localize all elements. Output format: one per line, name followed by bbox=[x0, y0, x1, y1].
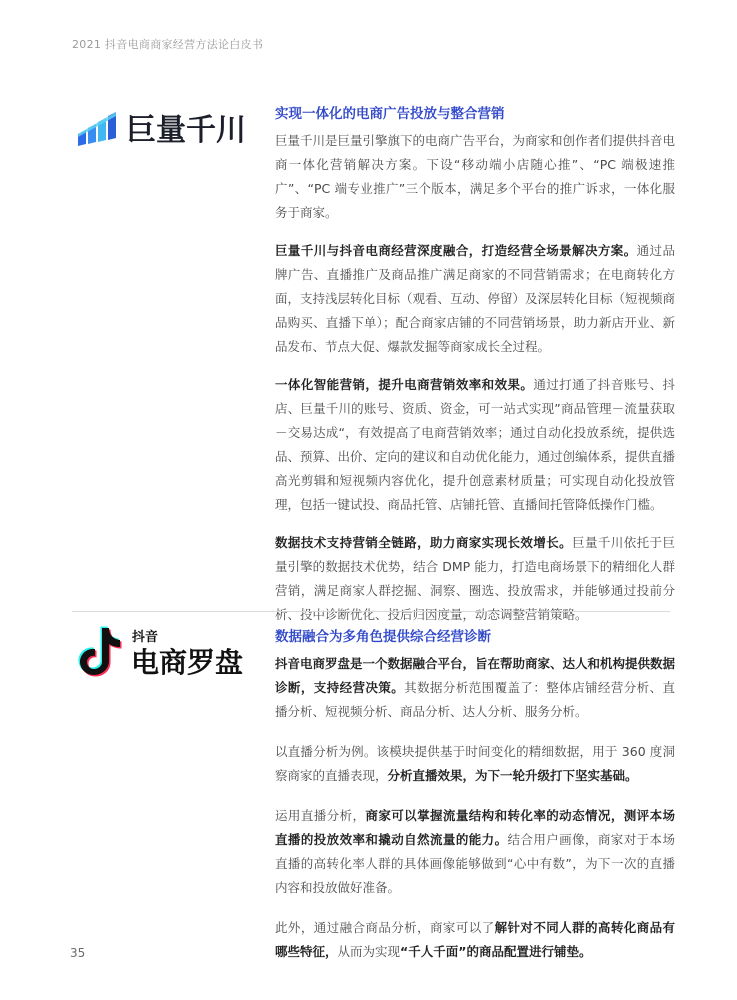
compass-logo bbox=[76, 622, 251, 682]
qianchuan-logo-text: 巨量千川 bbox=[126, 114, 246, 147]
paragraph: 此外，通过融合商品分析，商家可以了解针对不同人群的高转化商品有哪些特征，从而为实现“千人千面”的商品配置进行铺垫。 bbox=[275, 920, 675, 959]
page-number: 35 bbox=[70, 946, 86, 960]
compass-logo-text: 电商罗盘 bbox=[131, 647, 244, 678]
paragraph: 一体化智能营销，提升电商营销效率和效果。通过打通了抖音账号、抖店、巨量千川的账号、资质、资金，可一站式实现”商品管理－流量获取－交易达成“，有效提高了电商营销效率；通过自动化投放系统，提供选品、预算、出价、定向的建议和自动优化能力，通过创编体系，提供直播高光剪辑和短视频内容优化，提升创意素材质量；可实现自动化投放管理，包括一键试投、商品托管、店铺托管、直播间托管降低操作门槛。 bbox=[275, 377, 676, 512]
qianchuan-logo bbox=[76, 104, 246, 150]
paragraph: 巨量千川是巨量引擎旗下的电商广告平台，为商家和创作者们提供抖音电商一体化营销解决方案。下设“移动端小店随心推”、“PC 端极速推广”、“PC 端专业推广”三个版本，满足多个平台的推广诉求，一体化服务于商家。 bbox=[275, 133, 676, 220]
paragraph: 以直播分析为例。该模块提供基于时间变化的精细数据，用于 360 度洞察商家的直播表现，分析直播效果，为下一轮升级打下坚实基础。 bbox=[275, 744, 675, 783]
section-divider bbox=[72, 611, 670, 612]
paragraph: 巨量千川与抖音电商经营深度融合，打造经营全场景解决方案。通过品牌广告、直播推广及商品推广满足商家的不同营销需求；在电商转化方面，支持浅层转化目标（观看、互动、停留）及深层转化目标（短视频商品购买、直播下单）；配合商家店铺的不同营销场景，助力新店开业、新品发布、节点大促、爆款发掘等商家成长全过程。 bbox=[275, 243, 676, 354]
header-title: 2021 抖音电商商家经营方法论白皮书 bbox=[72, 38, 264, 51]
section-qianchuan bbox=[275, 104, 675, 627]
section-heading: 数据融合为多角色提供综合经营诊断 bbox=[275, 629, 491, 645]
paragraph: 抖音电商罗盘是一个数据融合平台，旨在帮助商家、达人和机构提供数据诊断，支持经营决策。其数据分析范围覆盖了：整体店铺经营分析、直播分析、短视频分析、商品分析、达人分析、服务分析。 bbox=[275, 656, 676, 719]
compass-logo-small-text: 抖音 bbox=[132, 629, 159, 644]
section-heading: 实现一体化的电商广告投放与整合营销 bbox=[275, 106, 505, 122]
paragraph: 运用直播分析，商家可以掌握流量结构和转化率的动态情况，测评本场直播的投放效率和撬动自然流量的能力。结合用户画像，商家对于本场直播的高转化率人群的具体画像能够做到“心中有数”，为下一次的直播内容和投放做好准备。 bbox=[275, 808, 675, 895]
douyin-note-icon bbox=[76, 622, 251, 682]
ocean-engine-bars-icon bbox=[76, 104, 246, 150]
section-compass bbox=[275, 627, 675, 964]
paragraph: 数据技术支持营销全链路，助力商家实现长效增长。巨量千川依托于巨量引擎的数据技术优势，结合 DMP 能力，打造电商场景下的精细化人群营销，满足商家人群挖掘、洞察、圈选、投放需求，并能够通过投前分析、投中诊断优化、投后归因度量，动态调整营销策略。 bbox=[275, 535, 675, 622]
